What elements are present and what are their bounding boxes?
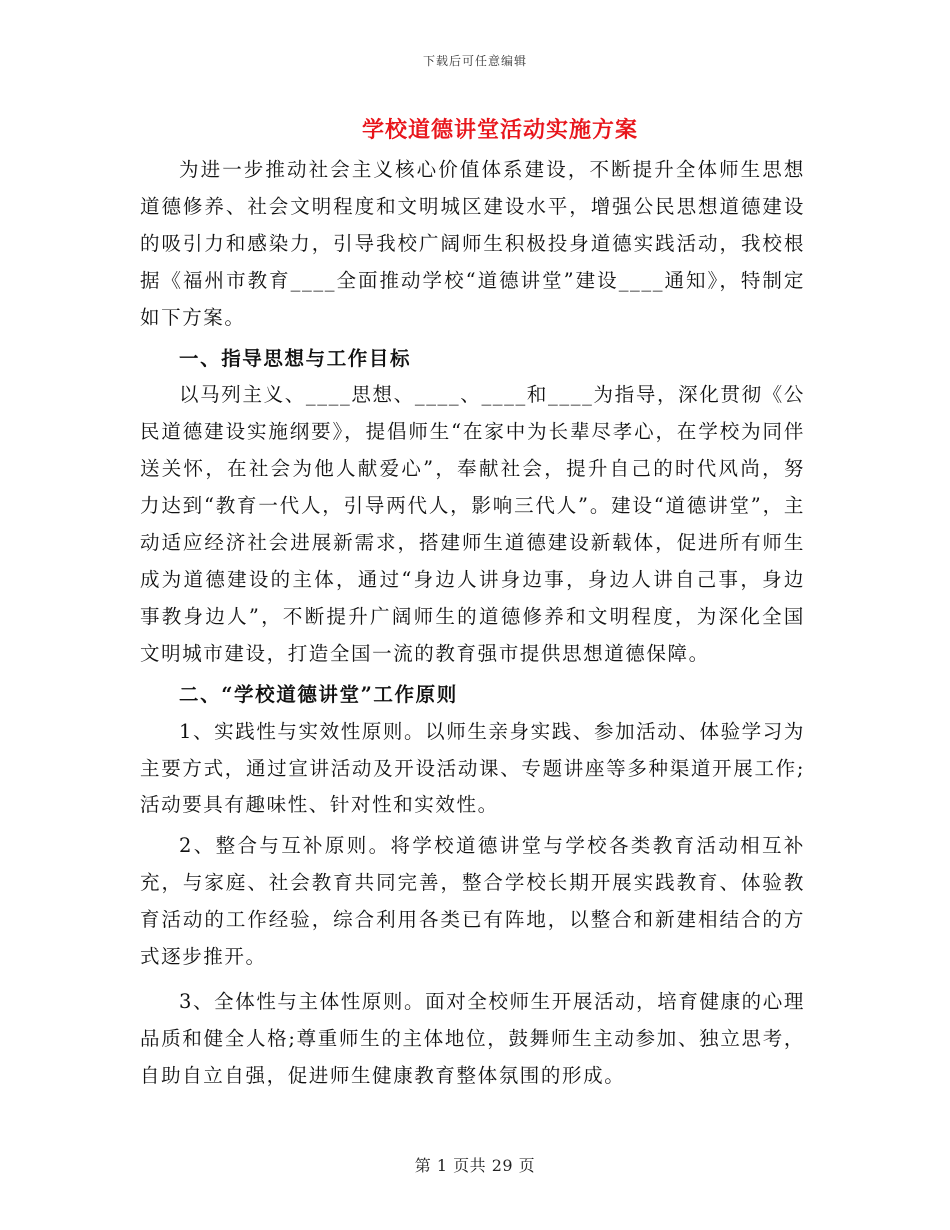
section2-heading: 二、“学校道德讲堂”工作原则	[179, 682, 458, 706]
section1-paragraph: 以马列主义、____思想、____、____和____为指导，深化贯彻《公民道德建设实施纲要》，提倡师生“在家中为长辈尽孝心，在学校为同伴送关怀，在社会为他人献爱心”，奉献社会，提升自己的时代风尚，努力达到“教育一代人，引导两代人，影响三代人”。建设“道德讲堂”，主动适应经济社会进展新需求，搭建师生道德建设新载体，促进所有师生成为道德建设的主体，通过“身边人讲身边事，身边人讲自己事，身边事教身边人”，不断提升广阔师生的道德修养和文明程度，为深化全国文明城市建设，打造全国一流的教育强市提供思想道德保障。	[140, 383, 805, 665]
intro-paragraph: 为进一步推动社会主义核心价值体系建设，不断提升全体师生思想道德修养、社会文明程度和文明城区建设水平，增强公民思想道德建设的吸引力和感染力，引导我校广阔师生积极投身道德实践活动，我校根据《福州市教育____全面推动学校“道德讲堂”建设____通知》，特制定如下方案。	[140, 158, 805, 329]
principle-3-paragraph: 3、全体性与主体性原则。面对全校师生开展活动，培育健康的心理品质和健全人格;尊重师生的主体地位，鼓舞师生主动参加、独立思考，自助自立自强，促进师生健康教育整体氛围的形成。	[140, 989, 805, 1087]
principle-2-paragraph: 2、整合与互补原则。将学校道德讲堂与学校各类教育活动相互补充，与家庭、社会教育共同完善，整合学校长期开展实践教育、体验教育活动的工作经验，综合利用各类已有阵地，以整合和新建相结合的方式逐步推开。	[140, 834, 805, 969]
header-note: 下载后可任意编辑	[422, 54, 527, 68]
document-body	[140, 152, 805, 1095]
section1-heading: 一、指导思想与工作目标	[179, 346, 412, 370]
page-number: 第 1 页共 29 页	[414, 1156, 536, 1175]
principle-1-paragraph: 1、实践性与实效性原则。以师生亲身实践、参加活动、体验学习为主要方式，通过宣讲活动及开设活动课、专题讲座等多种渠道开展工作;活动要具有趣味性、针对性和实效性。	[140, 719, 805, 817]
document-title: 学校道德讲堂活动实施方案	[361, 117, 638, 143]
